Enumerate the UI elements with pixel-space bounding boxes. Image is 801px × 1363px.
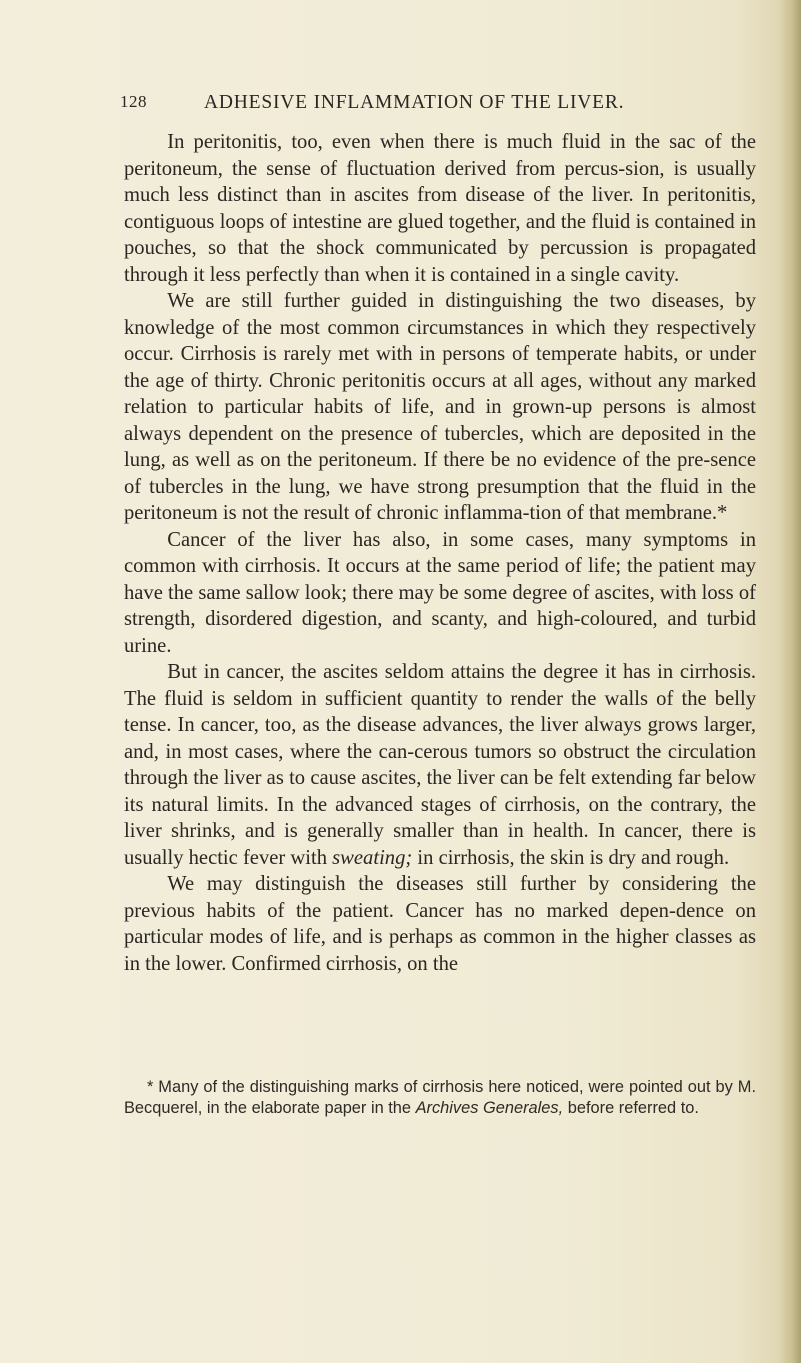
footnote-text-before: * Many of the distinguishing marks of cirrhosis here noticed, were pointed out by M. Becquerel, in the elaborate paper in the	[124, 1078, 756, 1117]
page-number: 128	[120, 92, 147, 111]
paragraph-ascites-in-cancer	[124, 659, 756, 871]
page-header	[120, 92, 740, 122]
paragraph-previous-habits: We may distinguish the diseases still further by considering the previous habits of the patient. Cancer has no marked depen-dence on particular modes of life, and is perhaps as common in the higher classes as in the lower. Confirmed cirrhosis, on the	[124, 873, 756, 975]
paragraph-text: in cirrhosis, the skin is dry and rough.	[412, 846, 730, 869]
footnote-text-after: before referred to.	[563, 1099, 699, 1117]
footnote-text	[124, 1077, 756, 1119]
paragraph-peritonitis-fluctuation: In peritonitis, too, even when there is much fluid in the sac of the peritoneum, the sense of fluctuation derived from percus-sion, is usually much less distinct than in ascites from disease of the liver. In peritonitis, contiguous loops of intestine are glued together, and the fluid is contained in pouches, so that the shock communicated by percussion is propagated through it less perfectly than when it is contained in a single cavity.	[124, 131, 756, 286]
footnote-italic-title: Archives Generales,	[415, 1099, 564, 1117]
paragraph-text: But in cancer, the ascites seldom attains the degree it has in cirrhosis. The fluid is seldom in sufficient quantity to render the walls of the belly tense. In cancer, too, as the disease advances, the liver always grows larger, and, in most cases, where the can-cerous tumors so obstruct the circulation through the liver as to cause ascites, the liver can be felt extending far below its natural limits. In the advanced stages of cirrhosis, on the contrary, the liver shrinks, and is generally smaller than in health. In cancer, there is usually hectic fever with	[124, 661, 756, 869]
paragraph-distinguishing-circumstances: We are still further guided in distinguishing the two diseases, by knowledge of the most common circumstances in which they respectively occur. Cirrhosis is rarely met with in persons of temperate habits, or under the age of thirty. Chronic peritonitis occurs at all ages, without any marked relation to particular habits of life, and in grown-up persons is almost always dependent on the presence of tubercles, which are deposited in the lung, as well as on the peritoneum. If there be no evidence of the pre-sence of tubercles in the lung, we have strong presumption that the fluid in the peritoneum is not the result of chronic inflamma-tion of that membrane.*	[124, 290, 756, 524]
running-head: ADHESIVE INFLAMMATION OF THE LIVER.	[204, 92, 625, 113]
paragraph-cancer-of-liver: Cancer of the liver has also, in some cases, many symptoms in common with cirrhosis. It occurs at the same period of life; the patient may have the same sallow look; there may be some degree of ascites, with loss of strength, disordered digestion, and scanty, and high-coloured, and turbid urine.	[124, 528, 756, 657]
footnote	[124, 1077, 756, 1119]
page-edge-shadow	[779, 0, 801, 1363]
body-text	[124, 129, 756, 977]
italic-term: sweating;	[332, 846, 413, 869]
